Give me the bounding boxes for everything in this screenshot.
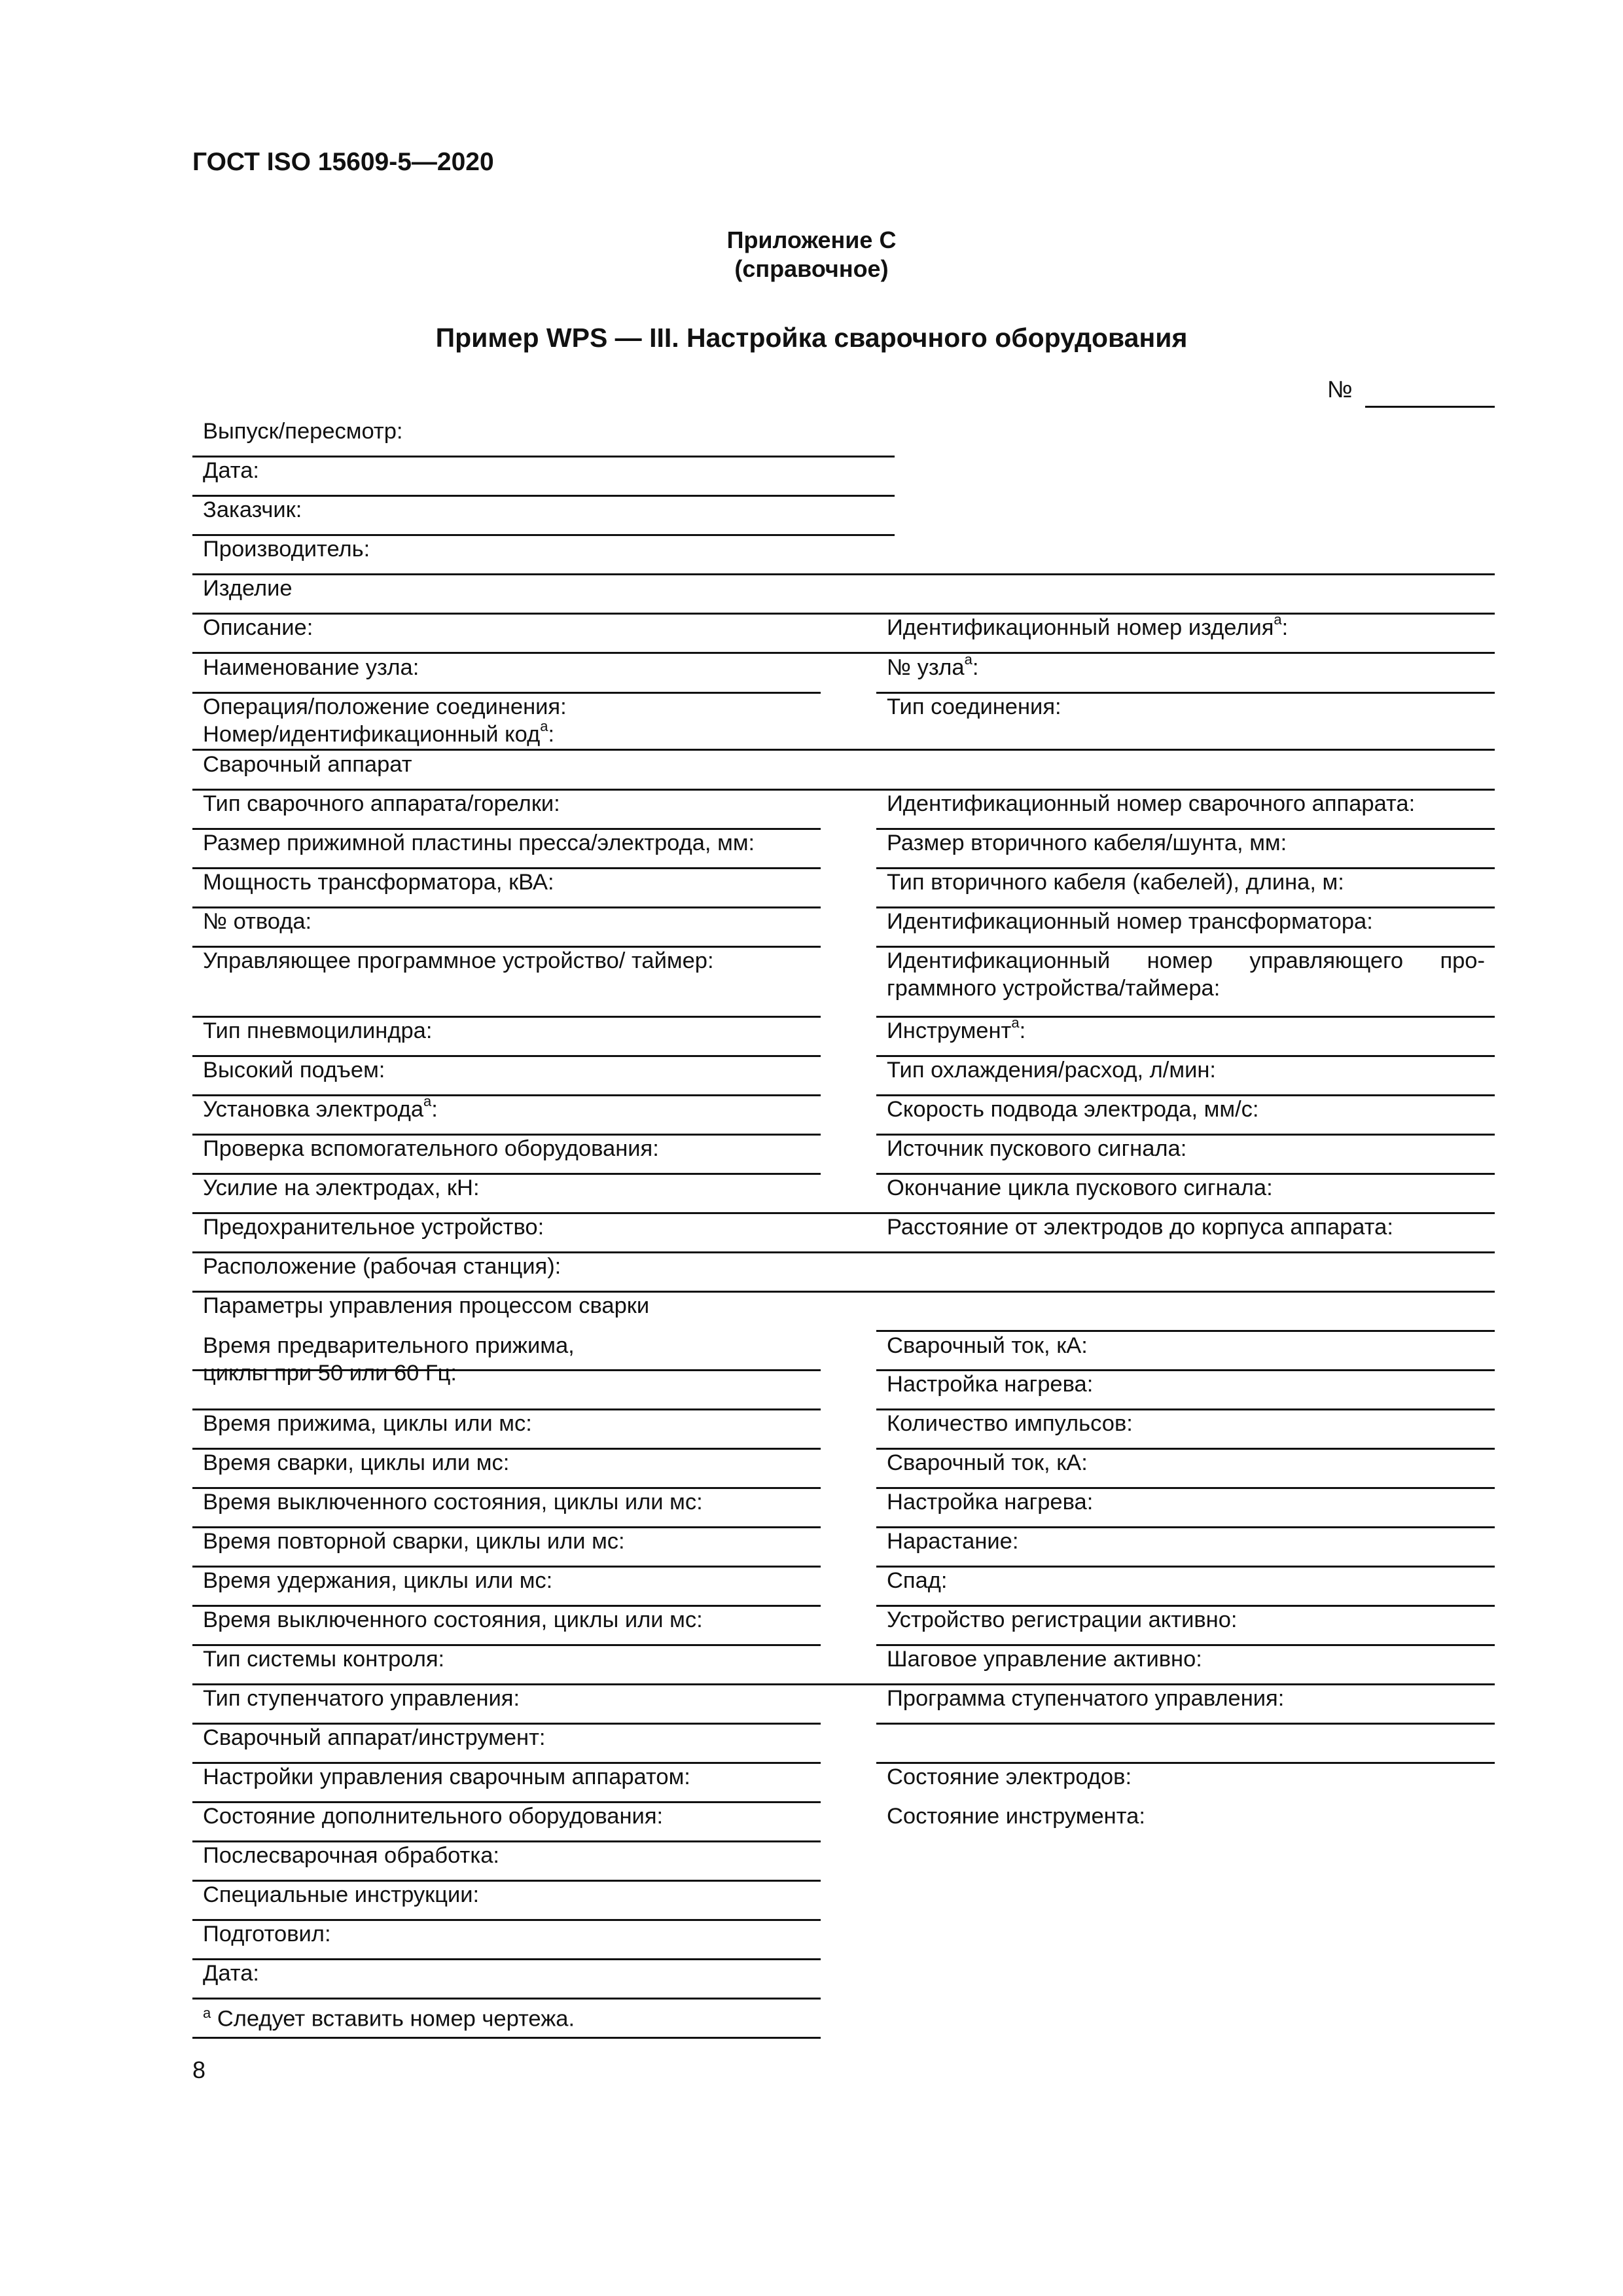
high-lift-field[interactable]: Высокий подъем: xyxy=(203,1058,385,1083)
cylinder-type-field[interactable]: Тип пневмоцилиндра: xyxy=(203,1018,433,1043)
post-weld-field[interactable]: Послесварочная обработка: xyxy=(203,1843,499,1868)
electrode-distance-field[interactable]: Расстояние от электродов до корпуса аппарата: xyxy=(887,1215,1393,1240)
joint-type-field[interactable]: Тип соединения: xyxy=(887,694,1061,719)
wps-form xyxy=(192,414,1495,2024)
off-time-field[interactable]: Время выключенного состояния, циклы или мс: xyxy=(203,1607,703,1632)
electrode-speed-field[interactable]: Скорость подвода электрода, мм/с: xyxy=(887,1097,1259,1122)
stepper-active-field[interactable]: Шаговое управление активно: xyxy=(887,1647,1202,1672)
footnote-ref: a xyxy=(964,651,972,668)
downslope-field[interactable]: Спад: xyxy=(887,1568,948,1593)
form-title: Пример WPS — III. Настройка сварочного оборудования xyxy=(435,323,1188,353)
process-section-heading: Параметры управления процессом сварки xyxy=(203,1293,650,1318)
weld-time-field[interactable]: Время сварки, циклы или мс: xyxy=(203,1450,510,1475)
electrode-condition-field[interactable]: Состояние электродов: xyxy=(887,1765,1132,1789)
operation-field[interactable]: Операция/положение соединения: xyxy=(203,694,567,719)
heat-setting-field[interactable]: Настройка нагрева: xyxy=(887,1490,1094,1515)
date-field[interactable]: Дата: xyxy=(203,458,259,483)
product-section-heading: Изделие xyxy=(203,576,293,601)
aux-condition-field[interactable]: Состояние дополнительного оборудования: xyxy=(203,1804,664,1829)
electrode-setup-field[interactable]: Установка электрода$^a$: xyxy=(203,1092,438,1122)
upslope-field[interactable]: Нарастание: xyxy=(887,1529,1019,1554)
footnote xyxy=(203,2005,575,2032)
operation-id-label: Номер/идентификационный код xyxy=(203,722,541,747)
footnote-ref: a xyxy=(1274,611,1282,628)
tool-label: Инструмент xyxy=(887,1018,1012,1043)
weld-current-field[interactable]: Сварочный ток, кА: xyxy=(887,1450,1088,1475)
monitor-type-field[interactable]: Тип системы контроля: xyxy=(203,1647,445,1672)
aux-check-field[interactable]: Проверка вспомогательного оборудования: xyxy=(203,1136,659,1161)
rule xyxy=(192,456,895,457)
squeeze-time-field[interactable]: Время предварительного прижима, xyxy=(203,1333,575,1358)
recorder-active-field[interactable]: Устройство регистрации активно: xyxy=(887,1607,1238,1632)
start-signal-field[interactable]: Источник пускового сигнала: xyxy=(887,1136,1187,1161)
assembly-no-field[interactable]: № узла$^a$: xyxy=(887,651,979,680)
cooling-field[interactable]: Тип охлаждения/расход, л/мин: xyxy=(887,1058,1217,1083)
transformer-power-field[interactable]: Мощность трансформатора, кВА: xyxy=(203,870,554,895)
footnote-ref: a xyxy=(540,717,548,734)
location-field[interactable]: Расположение (рабочая станция): xyxy=(203,1254,562,1279)
assembly-no-label: № узла xyxy=(887,655,965,680)
electrode-setup-label: Установка электрода xyxy=(203,1097,424,1122)
number-label: № xyxy=(1327,376,1353,403)
rule xyxy=(192,573,1495,575)
tool-condition-field[interactable]: Состояние инструмента: xyxy=(887,1804,1145,1829)
hold-time-field[interactable]: Время прижима, циклы или мс: xyxy=(203,1411,532,1436)
document-code: ГОСТ ISO 15609-5—2020 xyxy=(192,148,494,176)
transformer-id-field[interactable]: Идентификационный номер трансформатора: xyxy=(887,909,1373,934)
stepper-type-field[interactable]: Тип ступенчатого управления: xyxy=(203,1686,520,1711)
description-field[interactable]: Описание: xyxy=(203,615,313,640)
tool-field[interactable]: Инструмент$^a$: xyxy=(887,1014,1026,1043)
appendix-type: (справочное) xyxy=(734,255,889,282)
welder-tool-section-heading: Сварочный аппарат/инструмент: xyxy=(203,1725,546,1750)
off-time-field[interactable]: Время выключенного состояния, циклы или мс: xyxy=(203,1490,703,1515)
footnote-text: Следует вставить номер чертежа. xyxy=(211,2006,575,2032)
customer-field[interactable]: Заказчик: xyxy=(203,497,302,522)
controller-id-field[interactable]: Идентификационный номер управляющего про- xyxy=(887,948,1485,973)
tap-no-field[interactable]: № отвода: xyxy=(203,909,312,934)
operation-id-field[interactable]: Номер/идентификационный код$^a$: xyxy=(203,717,555,747)
number-blank-line[interactable] xyxy=(1365,406,1495,408)
footnote-marker: a xyxy=(203,2005,211,2021)
controller-id-label: граммного устройства/таймера: xyxy=(887,976,1221,1001)
footnote-ref: a xyxy=(423,1092,432,1109)
date-signed-field[interactable]: Дата: xyxy=(203,1961,259,1986)
assembly-name-field[interactable]: Наименование узла: xyxy=(203,655,419,680)
rule xyxy=(192,1958,821,1960)
cycle-end-field[interactable]: Окончание цикла пускового сигнала: xyxy=(887,1175,1273,1200)
prepared-by-field[interactable]: Подготовил: xyxy=(203,1922,331,1946)
heat-setting-field[interactable]: Настройка нагрева: xyxy=(887,1372,1094,1397)
reweld-time-field[interactable]: Время повторной сварки, циклы или мс: xyxy=(203,1529,625,1554)
welder-settings-field[interactable]: Настройки управления сварочным аппаратом: xyxy=(203,1765,690,1789)
rule xyxy=(192,2037,821,2039)
special-instructions-field[interactable]: Специальные инструкции: xyxy=(203,1882,480,1907)
controller-field[interactable]: Управляющее программное устройство/ таймер: xyxy=(203,948,714,973)
stepper-program-field[interactable]: Программа ступенчатого управления: xyxy=(887,1686,1285,1711)
electrode-force-field[interactable]: Усилие на электродах, кН: xyxy=(203,1175,480,1200)
pulse-count-field[interactable]: Количество импульсов: xyxy=(887,1411,1133,1436)
platen-size-field[interactable]: Размер прижимной пластины пресса/электрода, мм: xyxy=(203,831,755,855)
welder-type-field[interactable]: Тип сварочного аппарата/горелки: xyxy=(203,791,560,816)
rule xyxy=(192,1998,821,2000)
retention-time-field[interactable]: Время удержания, циклы или мс: xyxy=(203,1568,553,1593)
squeeze-cycles-label: циклы при 50 или 60 Гц: xyxy=(203,1361,457,1386)
rule xyxy=(192,613,1495,615)
issue-field[interactable]: Выпуск/пересмотр: xyxy=(203,419,403,444)
safety-device-field[interactable]: Предохранительное устройство: xyxy=(203,1215,544,1240)
welder-id-field[interactable]: Идентификационный номер сварочного аппарата: xyxy=(887,791,1416,816)
footnote-ref: a xyxy=(1011,1014,1020,1031)
appendix-title: Приложение С xyxy=(726,226,897,253)
manufacturer-field[interactable]: Производитель: xyxy=(203,537,370,562)
weld-current-field[interactable]: Сварочный ток, кА: xyxy=(887,1333,1088,1358)
rule xyxy=(876,1723,1495,1725)
product-id-label: Идентификационный номер изделия xyxy=(887,615,1274,640)
cable-type-field[interactable]: Тип вторичного кабеля (кабелей), длина, м: xyxy=(887,870,1344,895)
rule xyxy=(876,1566,1495,1568)
product-id-field[interactable]: Идентификационный номер изделия$^a$: xyxy=(887,611,1289,640)
cable-size-field[interactable]: Размер вторичного кабеля/шунта, мм: xyxy=(887,831,1287,855)
page-number: 8 xyxy=(192,2056,206,2083)
welder-section-heading: Сварочный аппарат xyxy=(203,752,412,777)
